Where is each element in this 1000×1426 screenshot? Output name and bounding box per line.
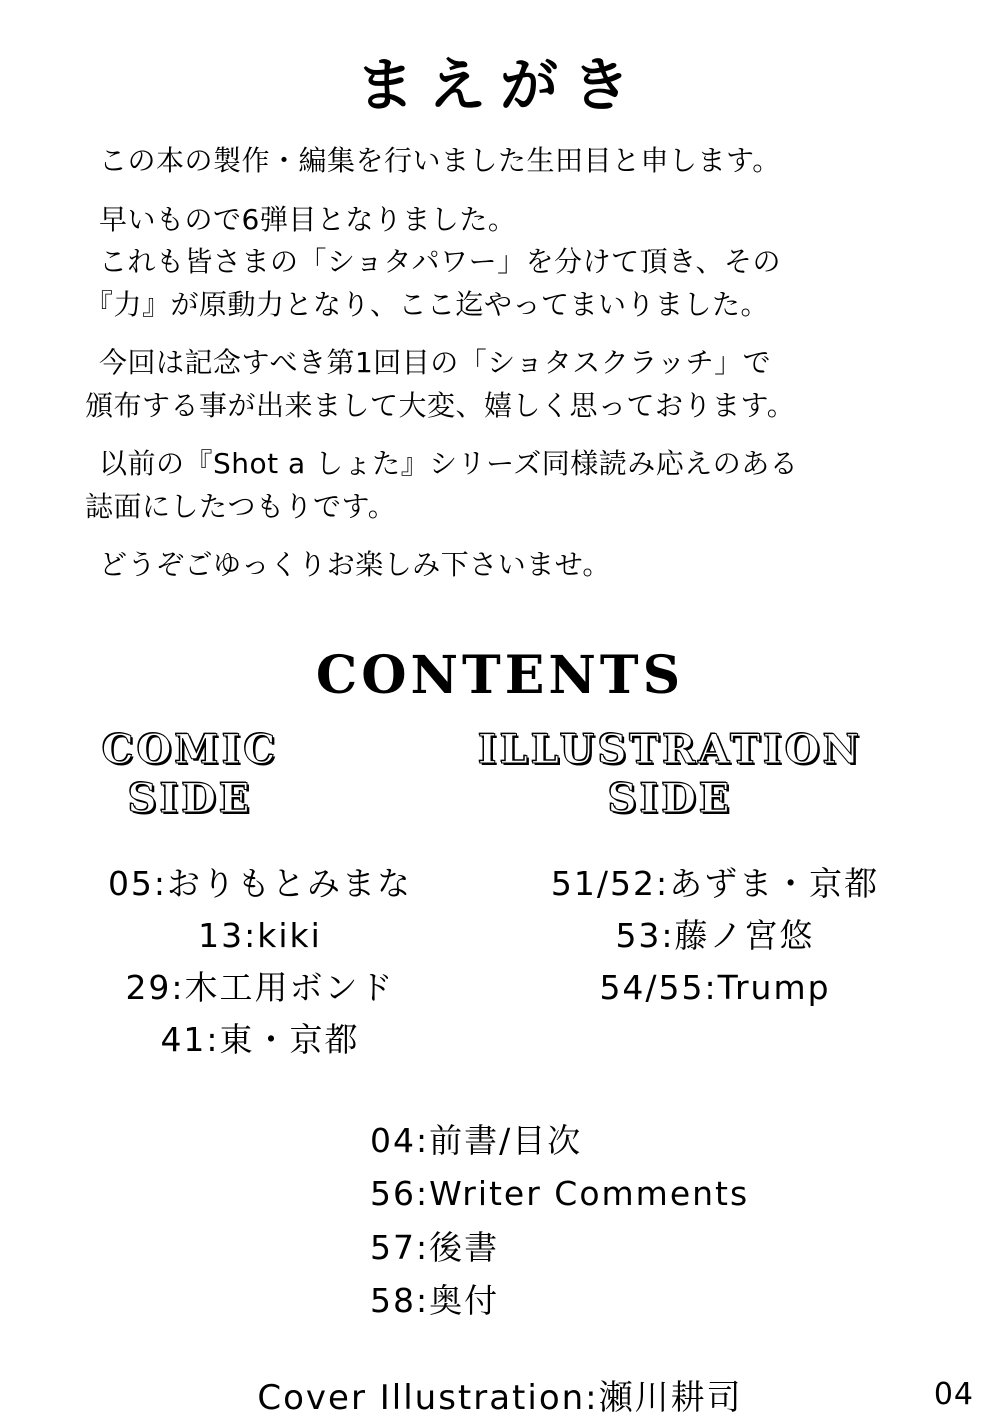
comic-entry-list bbox=[50, 858, 470, 1067]
list-item: 54/55:Trump bbox=[599, 967, 831, 1007]
preface-line: 早いもので6弾目となりました。 bbox=[99, 202, 517, 236]
list-item: 29:木工用ボンド bbox=[125, 967, 395, 1007]
list-item: 56:Writer Comments bbox=[370, 1174, 750, 1214]
section-heading-line2: SIDE bbox=[127, 774, 253, 822]
list-item: 58:奥付 bbox=[370, 1281, 500, 1321]
contents-columns bbox=[0, 858, 1000, 1067]
list-item: 53:藤ノ宮悠 bbox=[615, 915, 815, 955]
section-heading-line2: SIDE bbox=[607, 774, 733, 822]
section-heading-line1: COMIC bbox=[101, 725, 279, 773]
list-item: 51/52:あずま・京都 bbox=[550, 863, 880, 903]
section-headings bbox=[0, 726, 1000, 824]
list-item: 41:東・京都 bbox=[160, 1019, 360, 1059]
list-item: 04:前書/目次 bbox=[370, 1121, 583, 1161]
section-heading-line1: ILLUSTRATION bbox=[477, 725, 863, 773]
preface-line: どうぞごゆっくりお楽しみ下さいませ。 bbox=[99, 548, 611, 582]
preface-line: 以前の『Shot a しょた』シリーズ同様読み応えのある bbox=[99, 447, 799, 481]
contents-title: CONTENTS bbox=[315, 644, 685, 706]
page-number: 04 bbox=[933, 1377, 974, 1412]
illustration-entry-list bbox=[480, 858, 950, 1067]
preface-paragraph bbox=[85, 443, 915, 528]
preface-line: 『力』が原動力となり、ここ迄やってまいりました。 bbox=[85, 287, 770, 321]
preface-paragraph bbox=[85, 544, 915, 587]
section-heading-comic bbox=[40, 726, 340, 824]
preface-paragraph bbox=[85, 140, 915, 183]
list-item: 57:後書 bbox=[370, 1227, 500, 1267]
list-item: 05:おりもとみまな bbox=[107, 863, 413, 903]
preface-line: この本の製作・編集を行いました生田目と申します。 bbox=[99, 144, 781, 177]
preface-body bbox=[85, 140, 915, 587]
cover-illustration-credit: Cover Illustration:瀬川耕司 bbox=[257, 1377, 743, 1418]
preface-line: 今回は記念すべき第1回目の「ショタスクラッチ」で bbox=[99, 346, 772, 380]
preface-paragraph bbox=[85, 199, 915, 327]
preface-line: これも皆さまの「ショタパワー」を分けて頂き、その bbox=[99, 245, 782, 279]
preface-line: 頒布する事が出来まして大変、嬉しく思っております。 bbox=[85, 388, 796, 422]
preface-line: 誌面にしたつもりです。 bbox=[85, 489, 397, 523]
misc-entry-list bbox=[0, 1114, 1000, 1328]
list-item: 13:kiki bbox=[198, 915, 322, 955]
preface-paragraph bbox=[85, 342, 915, 427]
preface-title: まえがき bbox=[355, 51, 644, 119]
section-heading-illustration bbox=[380, 726, 960, 824]
